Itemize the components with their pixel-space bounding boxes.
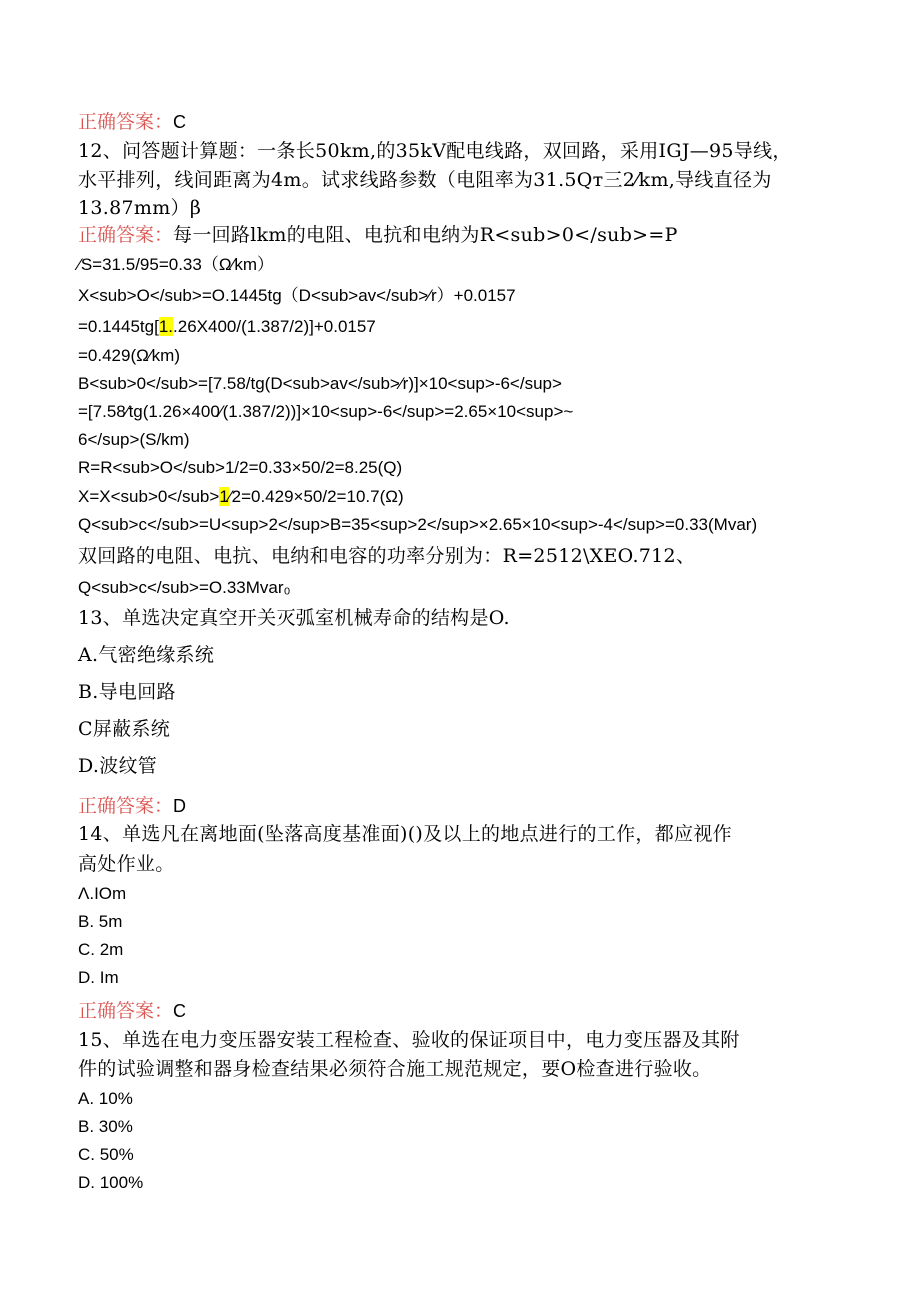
calc-line: X<sub>O</sub>=O.1445tg（D<sub>av</sub>⁄r）+0.0157 [78,286,516,305]
calc-line: Q<sub>c</sub>=U<sup>2</sup>B=35<sup>2</sup>×2.65×10<sup>-4</sup>=0.33(Mvar) [78,515,758,534]
q15-stem-line2: 件的试验调整和器身检查结果必须符合施工规范规定，要O检查进行验收。 [78,1058,712,1080]
option-item: B. 30% [78,1117,133,1136]
answer-line-q13 [78,797,186,816]
q12-summary-line2: Q<sub>c</sub>=O.33Mvar₀ [78,578,291,597]
calc-line: =0.429(Ω⁄km) [78,346,180,365]
option-item: C屏蔽系统 [78,718,171,740]
calc-line [78,488,404,505]
q15-stem-line1: 15、单选在电力变压器安装工程检查、验收的保证项目中，电力变压器及其附 [78,1029,740,1051]
q12-answer-text: 每一回路lkm的电阻、电抗和电纳为R<sub>0</sub>=P [173,224,678,246]
option-item: A. 10% [78,1089,133,1108]
highlight-mark: 1 [219,487,229,506]
option-item: D. Im [78,968,119,987]
q12-summary-line1: 双回路的电阻、电抗、电纳和电容的功率分别为：R=2512\XEO.712、 [78,545,696,567]
option-item: B.导电回路 [78,681,176,703]
answer-label: 正确答案： [78,224,174,246]
calc-line: =[7.58⁄tg(1.26×400⁄(1.387/2))]×10<sup>-6</sup>=2.65×10<sup>~ [78,402,574,421]
calc-text: X=X<sub>0</sub> [78,487,220,506]
q14-stem-line1: 14、单选凡在离地面(坠落高度基准面)()及以上的地点进行的工作，都应视作 [78,823,732,845]
answer-line-q12 [78,226,678,245]
answer-line-q14 [78,1002,186,1021]
q12-stem-line1: 12、问答题计算题：一条长50km,的35kV配电线路，双回路，采用IGJ—95导线， [78,140,792,162]
highlight-mark: 1. [158,317,174,336]
calc-text: ⁄2=0.429×50/2=10.7(Ω) [228,487,404,506]
answer-value: C [173,1001,187,1021]
calc-line: B<sub>0</sub>=[7.58/tg(D<sub>av</sub>⁄r)]×10<sup>-6</sup> [78,374,562,393]
option-item: C. 50% [78,1145,134,1164]
q14-stem-line2: 高处作业。 [78,853,175,875]
q12-stem-line3: 13.87mm）β [78,197,202,219]
calc-text: =0.1445tg[ [78,317,159,336]
answer-line-q11 [78,113,186,132]
answer-value: D [173,796,187,816]
option-item: C. 2m [78,940,124,959]
q12-stem-line2: 水平排列，线间距离为4m。试求线路参数（电阻率为31.5Qт三2⁄km,导线直径为 [78,169,772,191]
calc-line: 6</sup>(S/km) [78,430,190,449]
option-item: A.气密绝缘系统 [78,644,215,666]
answer-value: C [173,112,187,132]
answer-label: 正确答案： [78,795,174,817]
calc-line [78,318,376,335]
calc-line: R=R<sub>O</sub>1/2=0.33×50/2=8.25(Q) [78,458,403,477]
answer-label: 正确答案： [78,1000,174,1022]
answer-label: 正确答案： [78,111,174,133]
option-item: B. 5m [78,912,123,931]
option-item: Λ.IOm [78,884,127,903]
calc-text: .26X400/(1.387/2)]+0.0157 [173,317,376,336]
option-item: D. 100% [78,1173,144,1192]
calc-line: ⁄S=31.5/95=0.33（Ω⁄km） [78,255,275,274]
option-item: D.波纹管 [78,755,158,777]
q13-stem: 13、单选决定真空开关灭弧室机械寿命的结构是O. [78,607,510,629]
